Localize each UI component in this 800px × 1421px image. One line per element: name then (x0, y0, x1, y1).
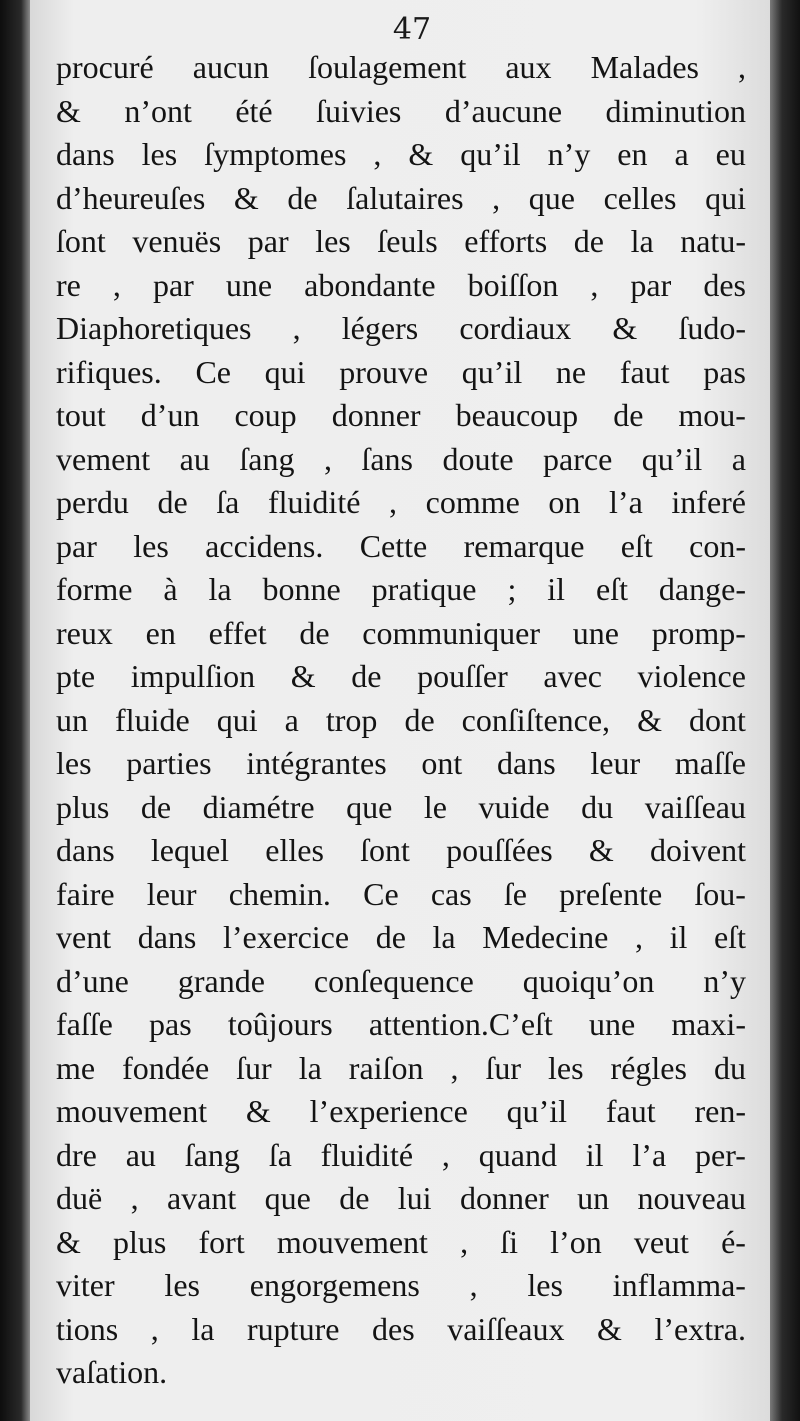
text-line: viter les engorgemens , les inflamma- (56, 1267, 746, 1303)
text-line: & plus fort mouvement , ſi l’on veut é- (56, 1223, 746, 1260)
text-line: faire leur chemin. Ce cas ſe preſente ſou- (56, 875, 746, 912)
text-line: les parties intégrantes ont dans leur maſſe (56, 745, 746, 781)
text-line: mouvement & l’experience qu’il faut ren- (56, 1093, 746, 1129)
text-line: & n’ont été ſuivies d’aucune diminution (56, 92, 746, 129)
text-line: tions , la rupture des vaiſſeaux & l’extra. (56, 1310, 746, 1347)
text-line: par les accidens. Cette remarque eſt con- (56, 527, 746, 564)
text-line: rifiques. Ce qui prouve qu’il ne faut pas (56, 353, 746, 390)
scan-right-edge (770, 0, 800, 1421)
text-line: perdu de ſa fluidité , comme on l’a inferé (56, 484, 746, 520)
text-line: dans les ſymptomes , & qu’il n’y en a eu (56, 136, 746, 172)
text-line: dans lequel elles ſont pouſſées & doivent (56, 832, 746, 868)
text-line: Diaphoretiques , légers cordiaux & ſudo- (56, 310, 746, 346)
text-line: procuré aucun ſoulagement aux Malades , (56, 49, 746, 85)
text-line: ſont venuës par les ſeuls efforts de la natu- (56, 223, 746, 259)
text-line: forme à la bonne pratique ; il eſt dange- (56, 571, 746, 607)
body-text (56, 46, 746, 1395)
text-line: vement au ſang , ſans doute parce qu’il a (56, 440, 746, 477)
text-line: d’heureuſes & de ſalutaires , que celles qui (56, 179, 746, 216)
text-line: un fluide qui a trop de conſiſtence, & dont (56, 701, 746, 738)
page-number: 47 (392, 12, 432, 47)
text-line: re , par une abondante boiſſon , par des (56, 266, 746, 303)
text-line: reux en effet de communiquer une promp- (56, 614, 746, 651)
text-line: dre au ſang ſa fluidité , quand il l’a per- (56, 1136, 746, 1173)
scan-left-edge (0, 0, 30, 1421)
text-line: pte impulſion & de pouſſer avec violence (56, 658, 746, 694)
text-line: vent dans l’exercice de la Medecine , il eſt (56, 919, 746, 955)
text-line: tout d’un coup donner beaucoup de mou- (56, 397, 746, 433)
text-line: vaſation. (56, 1354, 168, 1390)
text-line: plus de diamétre que le vuide du vaiſſeau (56, 788, 746, 825)
text-line: me fondée ſur la raiſon , ſur les régles du (56, 1049, 746, 1086)
book-page (30, 0, 770, 1421)
text-line: d’une grande conſequence quoiqu’on n’y (56, 962, 746, 999)
text-line: duë , avant que de lui donner un nouveau (56, 1180, 746, 1216)
text-line: faſſe pas toûjours attention.C’eſt une maxi- (56, 1006, 746, 1042)
